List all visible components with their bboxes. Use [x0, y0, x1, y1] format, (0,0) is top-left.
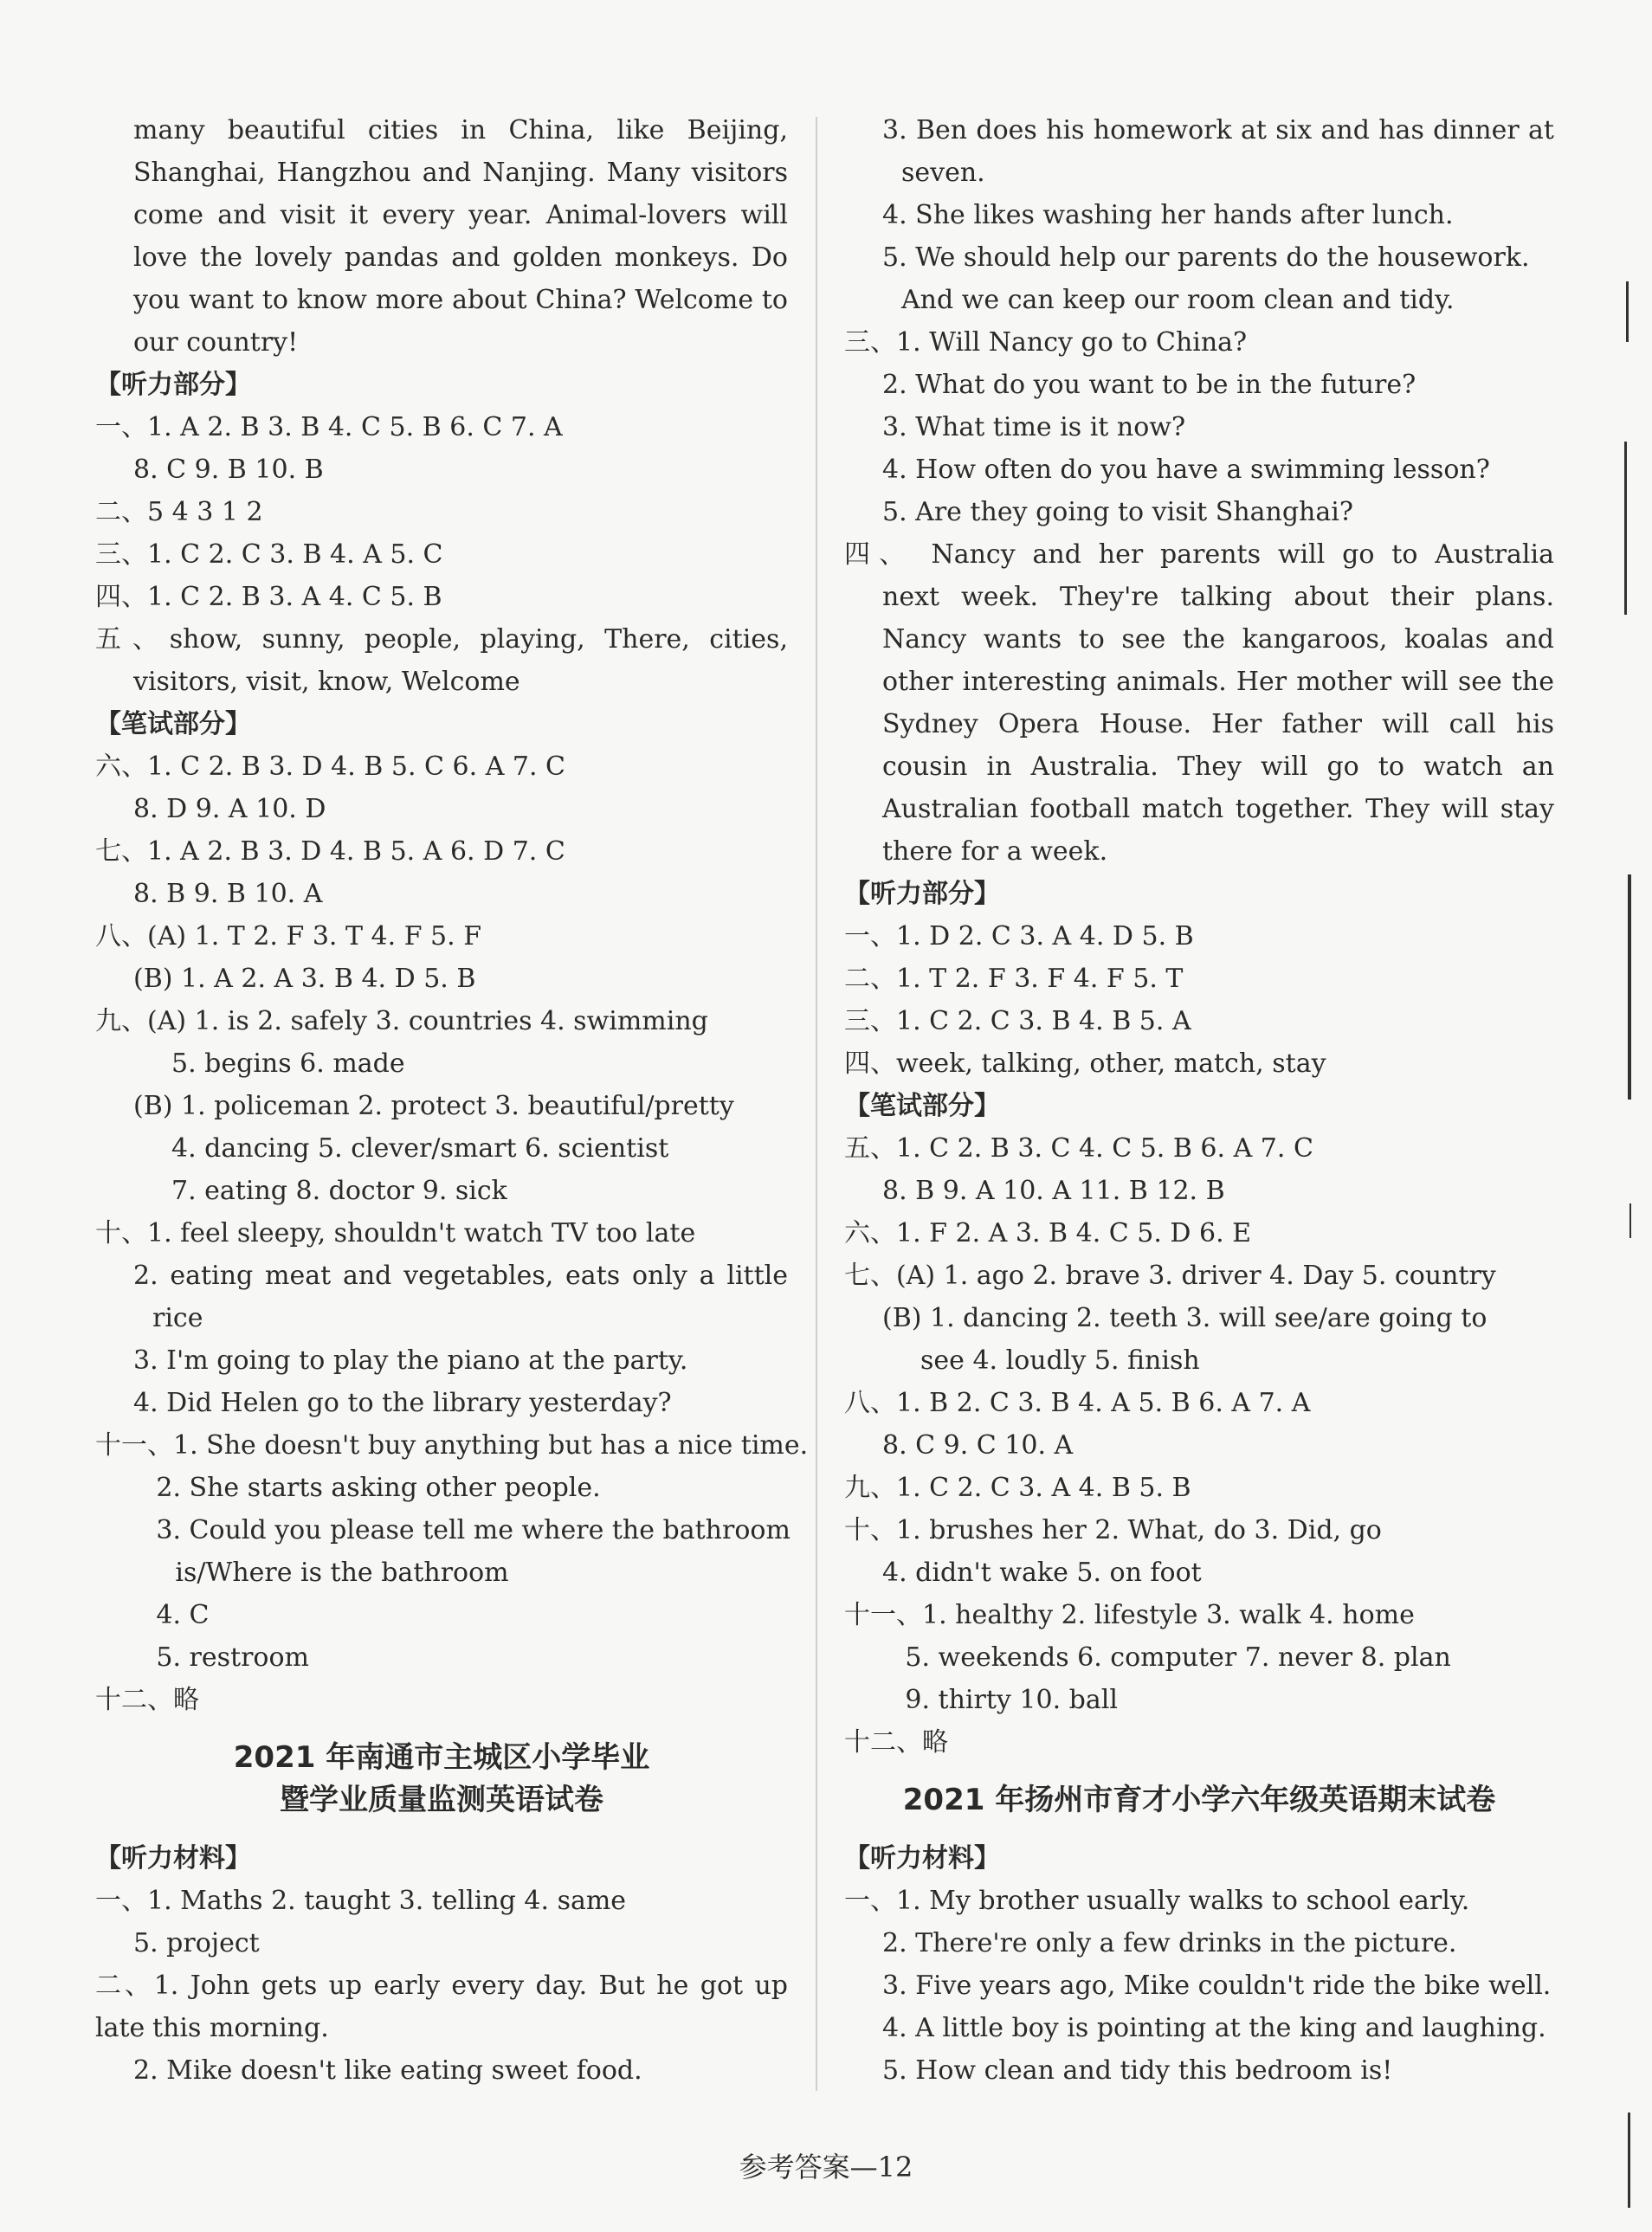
answer-line: there for a week. [882, 836, 1108, 867]
answer-line: 2. What do you want to be in the future? [882, 370, 1416, 400]
answer-line: 九、(A) 1. is 2. safely 3. countries 4. swimming [95, 1006, 708, 1036]
scan-edge-mark [1628, 2113, 1630, 2208]
answer-line: 5. We should help our parents do the housework. [882, 242, 1530, 273]
answer-line: 四、 Nancy and her parents will go to Australia [844, 539, 1554, 570]
answer-line: 二、5 4 3 1 2 [95, 497, 263, 527]
answer-line: next week. They're talking about their plans. [882, 582, 1554, 612]
section-heading: 【笔试部分】 [95, 709, 251, 739]
answer-line: 4. Did Helen go to the library yesterday? [133, 1388, 672, 1418]
answer-line: Australian football match together. They will stay [882, 794, 1554, 824]
answer-line: 8. C 9. C 10. A [882, 1430, 1074, 1461]
left-column [95, 109, 809, 2092]
answer-line: 二、1. T 2. F 3. F 4. F 5. T [844, 964, 1184, 994]
right-column [844, 109, 1554, 2092]
exam-title: 2021 年扬州市育才小学六年级英语期末试卷 [902, 1783, 1496, 1817]
exam-title: 暨学业质量监测英语试卷 [280, 1783, 603, 1817]
answer-line: 3. Ben does his homework at six and has dinner at [882, 115, 1554, 145]
answer-line: seven. [901, 158, 985, 188]
answer-line: 三、1. C 2. C 3. B 4. A 5. C [95, 539, 443, 570]
answer-line: 4. A little boy is pointing at the king and laughing. [882, 2013, 1546, 2043]
answer-line: 4. She likes washing her hands after lunch. [882, 200, 1454, 230]
page-footer: 参考答案—12 [739, 2151, 913, 2184]
answer-line: (B) 1. policeman 2. protect 3. beautiful/pretty [133, 1091, 734, 1121]
answer-line: 2. There're only a few drinks in the picture. [882, 1928, 1457, 1958]
answer-line: 九、1. C 2. C 3. A 4. B 5. B [844, 1473, 1191, 1503]
answer-line: Sydney Opera House. Her father will call his [882, 709, 1554, 739]
answer-line: 2. eating meat and vegetables, eats only a little [133, 1261, 788, 1291]
answer-line: other interesting animals. Her mother will see the [882, 667, 1554, 697]
answer-line: 三、1. Will Nancy go to China? [844, 327, 1248, 358]
answer-line: 5. project [133, 1928, 260, 1958]
section-heading: 【听力部分】 [844, 879, 1000, 909]
answer-line: 8. B 9. A 10. A 11. B 12. B [882, 1176, 1225, 1206]
answer-line: 十一、1. healthy 2. lifestyle 3. walk 4. home [844, 1600, 1415, 1630]
answer-line: see 4. loudly 5. finish [920, 1345, 1200, 1376]
answer-line: 八、(A) 1. T 2. F 3. T 4. F 5. F [95, 921, 482, 952]
answer-line: 5. How clean and tidy this bedroom is! [882, 2055, 1393, 2086]
column-divider [816, 117, 817, 2091]
answer-line: 4. How often do you have a swimming lesson? [882, 455, 1490, 485]
answer-line: 2. Mike doesn't like eating sweet food. [133, 2055, 642, 2086]
answer-line: 3. What time is it now? [882, 412, 1186, 442]
answer-line: visitors, visit, know, Welcome [133, 667, 520, 697]
answer-line: 4. didn't wake 5. on foot [882, 1558, 1202, 1588]
answer-line: And we can keep our room clean and tidy. [901, 285, 1455, 315]
answer-line: 5. Are they going to visit Shanghai? [882, 497, 1353, 527]
answer-line: 3. Could you please tell me where the bathroom [156, 1515, 791, 1545]
answer-line: 十一、1. She doesn't buy anything but has a nice time. [95, 1430, 809, 1461]
answer-line: 一、1. D 2. C 3. A 4. D 5. B [844, 921, 1194, 952]
answer-line: 一、1. Maths 2. taught 3. telling 4. same [95, 1886, 627, 1916]
answer-line: 二、1. John gets up early every day. But he got up late [95, 1971, 788, 2043]
answer-line: 一、1. A 2. B 3. B 4. C 5. B 6. C 7. A [95, 412, 563, 442]
exam-title: 2021 年南通市主城区小学毕业 [233, 1740, 650, 1775]
answer-line: 2. She starts asking other people. [156, 1473, 601, 1503]
answer-line: is/Where is the bathroom [175, 1558, 509, 1588]
answer-line: 六、1. C 2. B 3. D 4. B 5. C 6. A 7. C [95, 752, 566, 782]
answer-line: 5. begins 6. made [171, 1048, 405, 1079]
answer-line: 六、1. F 2. A 3. B 4. C 5. D 6. E [844, 1218, 1252, 1248]
answer-line: love the lovely pandas and golden monkeys. Do [133, 242, 788, 273]
answer-line: come and visit it every year. Animal-lovers will [133, 200, 788, 230]
answer-line: 7. eating 8. doctor 9. sick [171, 1176, 507, 1206]
answer-line: this morning. [152, 2013, 329, 2043]
scan-edge-mark [1629, 1203, 1631, 1238]
answer-line: 十、1. brushes her 2. What, do 3. Did, go [844, 1515, 1382, 1545]
section-heading: 【听力材料】 [95, 1843, 251, 1874]
answer-line: 8. D 9. A 10. D [133, 794, 326, 824]
answer-line: Nancy wants to see the kangaroos, koalas and [882, 624, 1554, 655]
answer-line: you want to know more about China? Welcome to [133, 285, 788, 315]
answer-line: 一、1. My brother usually walks to school early. [844, 1886, 1470, 1916]
section-heading: 【听力材料】 [844, 1843, 1000, 1874]
answer-line: 五、show, sunny, people, playing, There, cities, [95, 624, 788, 655]
answer-line: 三、1. C 2. C 3. B 4. B 5. A [844, 1006, 1191, 1036]
answer-line: 十二、略 [95, 1685, 199, 1715]
spacer [844, 1764, 1554, 1779]
answer-line: 十二、略 [844, 1727, 948, 1758]
answer-line: 四、1. C 2. B 3. A 4. C 5. B [95, 582, 442, 612]
answer-line: Shanghai, Hangzhou and Nanjing. Many visitors [133, 158, 788, 188]
answer-line: many beautiful cities in China, like Beijing, [133, 115, 788, 145]
answer-line: (B) 1. A 2. A 3. B 4. D 5. B [133, 964, 476, 994]
answer-line: 七、(A) 1. ago 2. brave 3. driver 4. Day 5. country [844, 1261, 1496, 1291]
answer-line: rice [152, 1303, 203, 1333]
answer-line: 8. B 9. B 10. A [133, 879, 323, 909]
answer-line: 七、1. A 2. B 3. D 4. B 5. A 6. D 7. C [95, 836, 565, 867]
answer-line: 4. dancing 5. clever/smart 6. scientist [171, 1133, 669, 1164]
spacer [95, 1721, 788, 1737]
scan-edge-mark [1624, 442, 1627, 615]
scan-edge-mark [1626, 281, 1629, 342]
answer-line: 四、week, talking, other, match, stay [844, 1048, 1326, 1079]
answer-line: our country! [133, 327, 299, 358]
answer-line: 八、1. B 2. C 3. B 4. A 5. B 6. A 7. A [844, 1388, 1311, 1418]
section-heading: 【笔试部分】 [844, 1091, 1000, 1121]
answer-line: 9. thirty 10. ball [905, 1685, 1118, 1715]
spacer [95, 1822, 788, 1837]
answer-line: (B) 1. dancing 2. teeth 3. will see/are going to [882, 1303, 1487, 1333]
spacer [844, 1822, 1554, 1837]
answer-line: 3. I'm going to play the piano at the party. [133, 1345, 688, 1376]
answer-line: 五、1. C 2. B 3. C 4. C 5. B 6. A 7. C [844, 1133, 1313, 1164]
answer-line: 十、1. feel sleepy, shouldn't watch TV too late [95, 1218, 696, 1248]
answer-line: 5. restroom [156, 1642, 310, 1673]
answer-line: 5. weekends 6. computer 7. never 8. plan [905, 1642, 1451, 1673]
scan-edge-mark [1628, 874, 1631, 1100]
answer-line: cousin in Australia. They will go to watch an [882, 752, 1554, 782]
answer-line: 3. Five years ago, Mike couldn't ride the bike well. [882, 1971, 1552, 2001]
answer-line: 8. C 9. B 10. B [133, 455, 324, 485]
answer-line: 4. C [156, 1600, 210, 1630]
section-heading: 【听力部分】 [95, 370, 251, 400]
